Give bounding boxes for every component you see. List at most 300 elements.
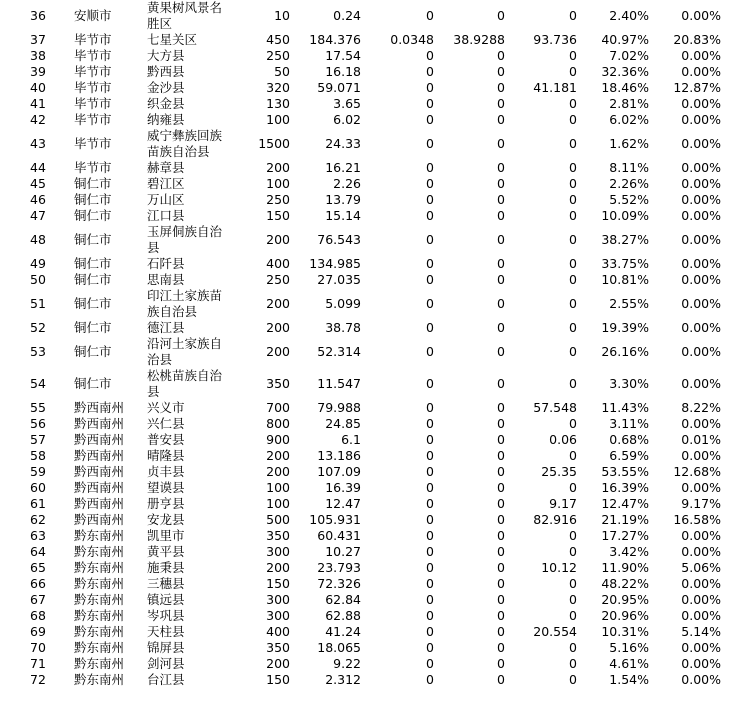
value-cell: 150 (266, 672, 290, 687)
percent-cell: 0.00% (681, 256, 721, 271)
city-cell: 铜仁市 (74, 272, 112, 287)
value-cell: 900 (266, 432, 290, 447)
value-cell: 12.47 (325, 496, 361, 511)
percent-cell: 3.30% (609, 376, 649, 391)
percent-cell: 0.00% (681, 96, 721, 111)
percent-cell: 0.00% (681, 672, 721, 687)
value-cell: 0 (426, 96, 434, 111)
value-cell: 200 (266, 448, 290, 463)
percent-cell: 2.81% (609, 96, 649, 111)
percent-cell: 40.97% (601, 32, 649, 47)
value-cell: 200 (266, 160, 290, 175)
row-number: 44 (30, 160, 46, 175)
value-cell: 0 (426, 608, 434, 623)
row-number: 56 (30, 416, 46, 431)
value-cell: 400 (266, 624, 290, 639)
value-cell: 0 (569, 160, 577, 175)
value-cell: 0 (497, 272, 505, 287)
county-cell: 兴义市 (147, 400, 185, 415)
row-number: 40 (30, 80, 46, 95)
city-cell: 铜仁市 (74, 320, 112, 335)
percent-cell: 21.19% (601, 512, 649, 527)
value-cell: 0 (569, 576, 577, 591)
city-cell: 黔西南州 (74, 480, 125, 495)
value-cell: 0 (426, 592, 434, 607)
county-cell: 黔西县 (147, 64, 185, 79)
percent-cell: 8.11% (609, 160, 649, 175)
value-cell: 100 (266, 112, 290, 127)
percent-cell: 26.16% (601, 344, 649, 359)
value-cell: 0 (569, 176, 577, 191)
county-cell: 天柱县 (147, 624, 185, 639)
row-number: 69 (30, 624, 46, 639)
value-cell: 0 (426, 560, 434, 575)
county-cell: 剑河县 (147, 656, 185, 671)
percent-cell: 0.00% (681, 48, 721, 63)
percent-cell: 0.00% (681, 576, 721, 591)
county-cell: 碧江区 (147, 176, 185, 191)
percent-cell: 32.36% (601, 64, 649, 79)
city-cell: 黔西南州 (74, 400, 125, 415)
table-row (0, 672, 741, 688)
value-cell: 24.33 (325, 136, 361, 151)
value-cell: 0 (426, 528, 434, 543)
row-number: 36 (30, 8, 46, 23)
value-cell: 0 (497, 80, 505, 95)
percent-cell: 20.95% (601, 592, 649, 607)
table-row (0, 416, 741, 432)
percent-cell: 11.43% (601, 400, 649, 415)
county-cell: 松桃苗族自治县 (147, 368, 223, 399)
value-cell: 0 (569, 320, 577, 335)
county-cell: 镇远县 (147, 592, 185, 607)
value-cell: 0 (426, 160, 434, 175)
county-cell: 织金县 (147, 96, 185, 111)
city-cell: 黔东南州 (74, 640, 125, 655)
value-cell: 0.06 (549, 432, 577, 447)
value-cell: 20.554 (533, 624, 577, 639)
value-cell: 0 (426, 176, 434, 191)
county-cell: 思南县 (147, 272, 185, 287)
city-cell: 毕节市 (74, 112, 112, 127)
city-cell: 毕节市 (74, 96, 112, 111)
value-cell: 15.14 (325, 208, 361, 223)
value-cell: 27.035 (317, 272, 361, 287)
county-cell: 晴隆县 (147, 448, 185, 463)
value-cell: 0 (426, 624, 434, 639)
value-cell: 0 (497, 576, 505, 591)
percent-cell: 10.31% (601, 624, 649, 639)
city-cell: 毕节市 (74, 48, 112, 63)
value-cell: 59.071 (317, 80, 361, 95)
percent-cell: 0.00% (681, 480, 721, 495)
table-row (0, 320, 741, 336)
value-cell: 300 (266, 608, 290, 623)
value-cell: 0 (569, 544, 577, 559)
value-cell: 200 (266, 232, 290, 247)
value-cell: 1500 (258, 136, 290, 151)
value-cell: 0 (497, 208, 505, 223)
row-number: 57 (30, 432, 46, 447)
percent-cell: 0.00% (681, 136, 721, 151)
percent-cell: 5.52% (609, 192, 649, 207)
percent-cell: 5.14% (681, 624, 721, 639)
percent-cell: 17.27% (601, 528, 649, 543)
value-cell: 10 (274, 8, 290, 23)
row-number: 38 (30, 48, 46, 63)
percent-cell: 33.75% (601, 256, 649, 271)
value-cell: 0 (569, 8, 577, 23)
value-cell: 0 (426, 496, 434, 511)
value-cell: 300 (266, 544, 290, 559)
percent-cell: 0.00% (681, 528, 721, 543)
row-number: 55 (30, 400, 46, 415)
percent-cell: 0.00% (681, 656, 721, 671)
table-row (0, 608, 741, 624)
county-cell: 黄平县 (147, 544, 185, 559)
city-cell: 黔东南州 (74, 576, 125, 591)
value-cell: 0 (497, 8, 505, 23)
value-cell: 16.21 (325, 160, 361, 175)
value-cell: 0 (497, 296, 505, 311)
value-cell: 0 (497, 672, 505, 687)
value-cell: 62.88 (325, 608, 361, 623)
county-cell: 金沙县 (147, 80, 185, 95)
city-cell: 黔东南州 (74, 544, 125, 559)
value-cell: 9.17 (549, 496, 577, 511)
value-cell: 41.24 (325, 624, 361, 639)
city-cell: 铜仁市 (74, 208, 112, 223)
table-row (0, 544, 741, 560)
value-cell: 0 (497, 432, 505, 447)
value-cell: 0 (497, 176, 505, 191)
value-cell: 0 (426, 48, 434, 63)
value-cell: 6.02 (333, 112, 361, 127)
percent-cell: 53.55% (601, 464, 649, 479)
value-cell: 24.85 (325, 416, 361, 431)
percent-cell: 2.55% (609, 296, 649, 311)
percent-cell: 0.00% (681, 176, 721, 191)
county-cell: 江口县 (147, 208, 185, 223)
county-cell: 大方县 (147, 48, 185, 63)
value-cell: 0 (426, 192, 434, 207)
percent-cell: 0.00% (681, 344, 721, 359)
value-cell: 16.39 (325, 480, 361, 495)
value-cell: 0 (497, 320, 505, 335)
row-number: 52 (30, 320, 46, 335)
table-row (0, 0, 741, 32)
value-cell: 0 (426, 320, 434, 335)
county-cell: 锦屏县 (147, 640, 185, 655)
value-cell: 18.065 (317, 640, 361, 655)
value-cell: 9.22 (333, 656, 361, 671)
row-number: 72 (30, 672, 46, 687)
value-cell: 0 (497, 480, 505, 495)
value-cell: 800 (266, 416, 290, 431)
value-cell: 62.84 (325, 592, 361, 607)
row-number: 46 (30, 192, 46, 207)
value-cell: 16.18 (325, 64, 361, 79)
row-number: 53 (30, 344, 46, 359)
percent-cell: 3.11% (609, 416, 649, 431)
value-cell: 0 (426, 512, 434, 527)
value-cell: 105.931 (309, 512, 361, 527)
value-cell: 150 (266, 576, 290, 591)
city-cell: 毕节市 (74, 160, 112, 175)
county-cell: 万山区 (147, 192, 185, 207)
row-number: 58 (30, 448, 46, 463)
row-number: 48 (30, 232, 46, 247)
value-cell: 0 (426, 112, 434, 127)
county-cell: 威宁彝族回族苗族自治县 (147, 128, 223, 159)
percent-cell: 11.90% (601, 560, 649, 575)
value-cell: 10.12 (541, 560, 577, 575)
percent-cell: 12.87% (673, 80, 721, 95)
value-cell: 79.988 (317, 400, 361, 415)
value-cell: 0 (569, 256, 577, 271)
value-cell: 0 (426, 208, 434, 223)
value-cell: 100 (266, 480, 290, 495)
value-cell: 0 (497, 64, 505, 79)
value-cell: 0 (569, 192, 577, 207)
table-row (0, 512, 741, 528)
city-cell: 铜仁市 (74, 376, 112, 391)
value-cell: 350 (266, 528, 290, 543)
value-cell: 184.376 (309, 32, 361, 47)
city-cell: 毕节市 (74, 136, 112, 151)
value-cell: 2.312 (325, 672, 361, 687)
value-cell: 0 (569, 640, 577, 655)
value-cell: 5.099 (325, 296, 361, 311)
city-cell: 铜仁市 (74, 256, 112, 271)
value-cell: 200 (266, 296, 290, 311)
value-cell: 0 (497, 160, 505, 175)
city-cell: 黔西南州 (74, 416, 125, 431)
value-cell: 13.186 (317, 448, 361, 463)
row-number: 50 (30, 272, 46, 287)
value-cell: 0 (426, 272, 434, 287)
value-cell: 250 (266, 48, 290, 63)
percent-cell: 0.00% (681, 416, 721, 431)
county-cell: 施秉县 (147, 560, 185, 575)
value-cell: 0.0348 (390, 32, 434, 47)
table-row (0, 368, 741, 400)
percent-cell: 0.00% (681, 112, 721, 127)
county-cell: 兴仁县 (147, 416, 185, 431)
city-cell: 黔东南州 (74, 592, 125, 607)
value-cell: 76.543 (317, 232, 361, 247)
table-row (0, 432, 741, 448)
percent-cell: 0.00% (681, 448, 721, 463)
city-cell: 铜仁市 (74, 192, 112, 207)
row-number: 64 (30, 544, 46, 559)
value-cell: 0 (426, 376, 434, 391)
row-number: 66 (30, 576, 46, 591)
city-cell: 铜仁市 (74, 344, 112, 359)
value-cell: 0 (569, 208, 577, 223)
percent-cell: 16.39% (601, 480, 649, 495)
percent-cell: 20.96% (601, 608, 649, 623)
percent-cell: 0.01% (681, 432, 721, 447)
row-number: 42 (30, 112, 46, 127)
percent-cell: 8.22% (681, 400, 721, 415)
value-cell: 0 (569, 136, 577, 151)
value-cell: 0 (426, 64, 434, 79)
row-number: 54 (30, 376, 46, 391)
value-cell: 0 (497, 48, 505, 63)
value-cell: 0 (497, 656, 505, 671)
percent-cell: 12.68% (673, 464, 721, 479)
percent-cell: 6.02% (609, 112, 649, 127)
value-cell: 0 (569, 96, 577, 111)
value-cell: 0 (497, 640, 505, 655)
value-cell: 13.79 (325, 192, 361, 207)
row-number: 60 (30, 480, 46, 495)
row-number: 37 (30, 32, 46, 47)
percent-cell: 12.47% (601, 496, 649, 511)
city-cell: 黔西南州 (74, 432, 125, 447)
county-cell: 凯里市 (147, 528, 185, 543)
value-cell: 0 (497, 96, 505, 111)
city-cell: 黔西南州 (74, 448, 125, 463)
row-number: 71 (30, 656, 46, 671)
value-cell: 100 (266, 176, 290, 191)
percent-cell: 0.00% (681, 208, 721, 223)
county-cell: 岑巩县 (147, 608, 185, 623)
percent-cell: 1.54% (609, 672, 649, 687)
percent-cell: 0.00% (681, 160, 721, 175)
county-cell: 安龙县 (147, 512, 185, 527)
value-cell: 0 (569, 592, 577, 607)
table-row (0, 528, 741, 544)
percent-cell: 0.00% (681, 272, 721, 287)
county-cell: 印江土家族苗族自治县 (147, 288, 223, 319)
value-cell: 0 (569, 376, 577, 391)
value-cell: 0 (426, 656, 434, 671)
value-cell: 0 (497, 192, 505, 207)
table-row (0, 64, 741, 80)
value-cell: 0 (426, 232, 434, 247)
city-cell: 铜仁市 (74, 232, 112, 247)
percent-cell: 10.09% (601, 208, 649, 223)
table-row (0, 448, 741, 464)
value-cell: 130 (266, 96, 290, 111)
value-cell: 17.54 (325, 48, 361, 63)
percent-cell: 0.00% (681, 320, 721, 335)
value-cell: 107.09 (317, 464, 361, 479)
value-cell: 300 (266, 592, 290, 607)
value-cell: 0 (426, 416, 434, 431)
value-cell: 0 (497, 496, 505, 511)
city-cell: 黔西南州 (74, 496, 125, 511)
table-row (0, 560, 741, 576)
value-cell: 0 (569, 656, 577, 671)
city-cell: 黔东南州 (74, 560, 125, 575)
row-number: 47 (30, 208, 46, 223)
table-row (0, 624, 741, 640)
value-cell: 0 (497, 624, 505, 639)
value-cell: 200 (266, 656, 290, 671)
table-row (0, 80, 741, 96)
table-row (0, 224, 741, 256)
value-cell: 0 (497, 232, 505, 247)
value-cell: 0 (569, 344, 577, 359)
percent-cell: 38.27% (601, 232, 649, 247)
value-cell: 450 (266, 32, 290, 47)
row-number: 49 (30, 256, 46, 271)
city-cell: 黔西南州 (74, 464, 125, 479)
percent-cell: 6.59% (609, 448, 649, 463)
percent-cell: 0.00% (681, 232, 721, 247)
value-cell: 700 (266, 400, 290, 415)
value-cell: 0 (497, 512, 505, 527)
value-cell: 0 (497, 416, 505, 431)
county-cell: 沿河土家族自治县 (147, 336, 223, 367)
value-cell: 38.9288 (453, 32, 505, 47)
value-cell: 200 (266, 464, 290, 479)
table-row (0, 656, 741, 672)
value-cell: 0 (426, 480, 434, 495)
value-cell: 0 (497, 560, 505, 575)
county-cell: 册亨县 (147, 496, 185, 511)
percent-cell: 0.00% (681, 296, 721, 311)
value-cell: 200 (266, 560, 290, 575)
county-cell: 三穗县 (147, 576, 185, 591)
percent-cell: 2.26% (609, 176, 649, 191)
county-cell: 德江县 (147, 320, 185, 335)
value-cell: 350 (266, 376, 290, 391)
value-cell: 72.326 (317, 576, 361, 591)
value-cell: 60.431 (317, 528, 361, 543)
county-cell: 黄果树风景名胜区 (147, 0, 223, 31)
table-row (0, 640, 741, 656)
value-cell: 50 (274, 64, 290, 79)
value-cell: 0 (426, 344, 434, 359)
percent-cell: 7.02% (609, 48, 649, 63)
percent-cell: 5.16% (609, 640, 649, 655)
value-cell: 93.736 (533, 32, 577, 47)
value-cell: 0 (497, 136, 505, 151)
value-cell: 10.27 (325, 544, 361, 559)
county-cell: 玉屏侗族自治县 (147, 224, 223, 255)
table-row (0, 256, 741, 272)
value-cell: 0 (497, 464, 505, 479)
city-cell: 铜仁市 (74, 176, 112, 191)
value-cell: 0 (569, 232, 577, 247)
table-row (0, 112, 741, 128)
value-cell: 0 (569, 112, 577, 127)
value-cell: 82.916 (533, 512, 577, 527)
row-number: 67 (30, 592, 46, 607)
percent-cell: 0.00% (681, 544, 721, 559)
value-cell: 0 (569, 672, 577, 687)
percent-cell: 0.00% (681, 640, 721, 655)
value-cell: 0 (569, 48, 577, 63)
table-row (0, 576, 741, 592)
percent-cell: 0.00% (681, 592, 721, 607)
value-cell: 0 (426, 400, 434, 415)
value-cell: 0 (569, 64, 577, 79)
value-cell: 0 (569, 272, 577, 287)
value-cell: 400 (266, 256, 290, 271)
value-cell: 0 (497, 256, 505, 271)
row-number: 43 (30, 136, 46, 151)
city-cell: 黔东南州 (74, 528, 125, 543)
table-row (0, 288, 741, 320)
table-row (0, 400, 741, 416)
row-number: 59 (30, 464, 46, 479)
percent-cell: 0.68% (609, 432, 649, 447)
